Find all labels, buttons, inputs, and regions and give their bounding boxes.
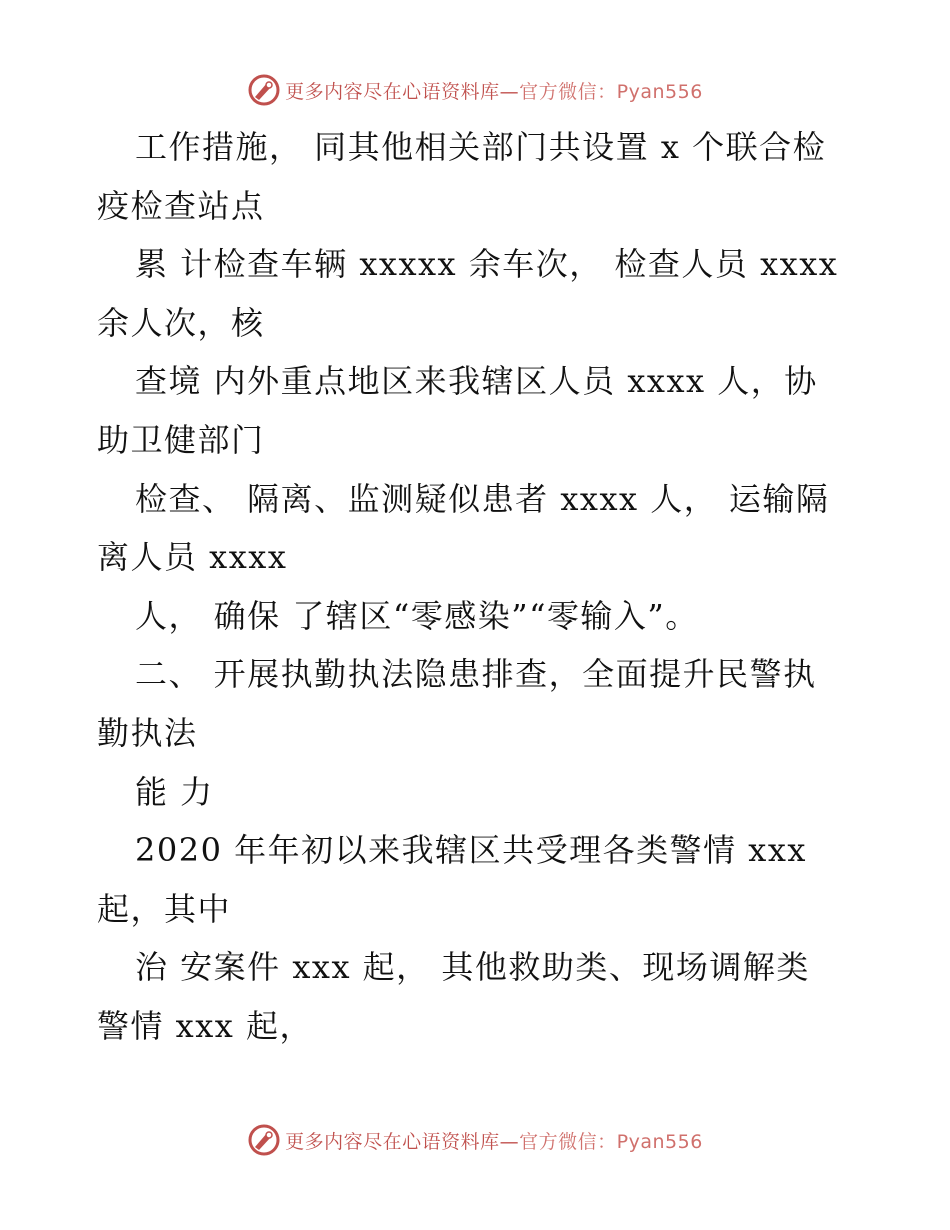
text-line: 工作措施， 同其他相关部门共设置 x 个联合检 [135, 128, 827, 166]
footer-brand-text: 更多内容尽在心语资料库 [285, 1130, 500, 1153]
text-line: 离人员 xxxx [97, 538, 288, 577]
header-banner [0, 70, 950, 110]
text-line: 警情 xxx 起， [97, 1006, 313, 1045]
text-line: 查境 内外重点地区来我辖区人员 xxxx 人，协 [135, 362, 818, 401]
text-line: 累 计检查车辆 xxxxx 余车次， 检查人员 xxxx [135, 245, 839, 284]
text-line: 2020 年年初以来我辖区共受理各类警情 xxx [135, 831, 807, 870]
brand-logo-icon [247, 1123, 281, 1157]
header-contact-text: 官方微信：Pyan556 [519, 80, 703, 103]
footer-separator: — [499, 1130, 520, 1153]
section-heading: 二、 开展执勤执法隐患排查，全面提升民警执 [135, 655, 817, 694]
footer-banner [0, 1120, 950, 1160]
brand-logo-icon [247, 73, 281, 107]
text-line: 治 安案件 xxx 起， 其他救助类、现场调解类 [135, 948, 810, 987]
footer-contact-text: 官方微信：Pyan556 [519, 1130, 703, 1153]
text-line: 人， 确保 了辖区“零感染”“零输入”。 [135, 596, 699, 635]
text-line: 余人次，核 [97, 303, 265, 342]
header-brand-text: 更多内容尽在心语资料库 [285, 80, 500, 103]
text-line: 起，其中 [97, 889, 232, 928]
text-line: 能 力 [135, 772, 214, 811]
text-line: 疫检查站点 [97, 186, 265, 225]
document-body [97, 118, 857, 1056]
header-separator: — [499, 80, 520, 103]
text-line: 助卫健部门 [97, 420, 265, 459]
text-line: 勤执法 [97, 713, 198, 752]
text-line: 检查、 隔离、监测疑似患者 xxxx 人， 运输隔 [135, 479, 830, 518]
footer-text [285, 1127, 703, 1154]
header-text [285, 77, 703, 104]
